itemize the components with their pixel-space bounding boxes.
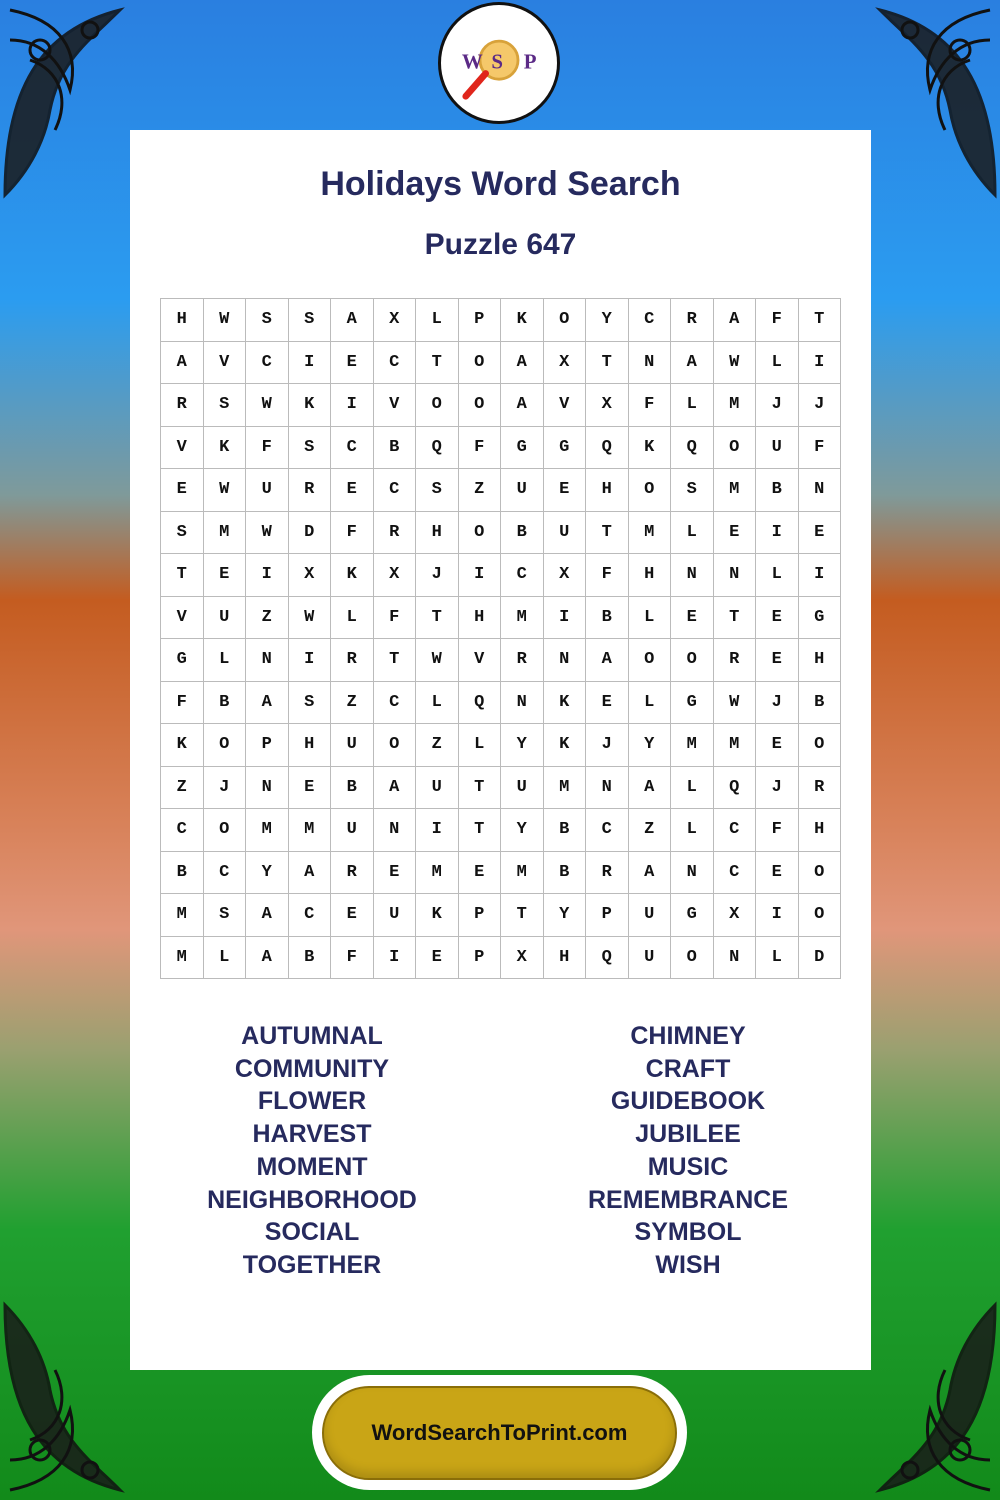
logo-letter-s: S — [491, 49, 504, 74]
grid-cell[interactable]: E — [586, 682, 629, 725]
wsp-logo[interactable] — [438, 2, 560, 124]
grid-cell[interactable]: G — [799, 597, 842, 640]
grid-cell[interactable]: P — [459, 299, 502, 342]
grid-cell[interactable]: S — [161, 512, 204, 555]
grid-cell[interactable]: E — [756, 597, 799, 640]
grid-cell[interactable]: Y — [629, 724, 672, 767]
grid-cell[interactable]: M — [544, 767, 587, 810]
grid-cell[interactable]: I — [799, 554, 842, 597]
grid-cell[interactable]: W — [289, 597, 332, 640]
grid-cell[interactable]: A — [246, 937, 289, 980]
grid-cell[interactable]: E — [756, 724, 799, 767]
grid-cell[interactable]: E — [331, 894, 374, 937]
grid-cell[interactable]: L — [416, 299, 459, 342]
grid-cell[interactable]: R — [501, 639, 544, 682]
puzzle-number: Puzzle 647 — [424, 228, 577, 261]
grid-cell[interactable]: J — [756, 682, 799, 725]
grid-cell[interactable]: C — [629, 299, 672, 342]
grid-cell[interactable]: F — [161, 682, 204, 725]
grid-cell[interactable]: B — [501, 512, 544, 555]
grid-cell[interactable]: X — [374, 299, 417, 342]
grid-cell[interactable]: U — [331, 724, 374, 767]
grid-cell[interactable]: O — [714, 427, 757, 470]
grid-cell[interactable]: X — [544, 554, 587, 597]
grid-cell[interactable]: E — [671, 597, 714, 640]
grid-cell[interactable]: Z — [331, 682, 374, 725]
grid-cell[interactable]: L — [671, 809, 714, 852]
grid-cell[interactable]: G — [671, 682, 714, 725]
grid-cell[interactable]: A — [714, 299, 757, 342]
grid-cell[interactable]: W — [246, 512, 289, 555]
word-list-item: COMMUNITY — [234, 1054, 390, 1083]
word-list-item: MUSIC — [647, 1152, 729, 1181]
grid-cell[interactable]: A — [671, 342, 714, 385]
grid-cell[interactable]: K — [544, 682, 587, 725]
grid-cell[interactable]: B — [289, 937, 332, 980]
grid-cell[interactable]: L — [459, 724, 502, 767]
grid-cell[interactable]: U — [544, 512, 587, 555]
grid-cell[interactable]: O — [629, 639, 672, 682]
grid-cell[interactable]: I — [459, 554, 502, 597]
grid-cell[interactable]: C — [331, 427, 374, 470]
word-list-item: GUIDEBOOK — [610, 1087, 766, 1116]
grid-cell[interactable]: F — [799, 427, 842, 470]
grid-cell[interactable]: Z — [459, 469, 502, 512]
grid-cell[interactable]: T — [799, 299, 842, 342]
grid-cell[interactable]: M — [161, 894, 204, 937]
grid-cell[interactable]: U — [501, 469, 544, 512]
grid-cell[interactable]: T — [586, 512, 629, 555]
grid-cell[interactable]: L — [331, 597, 374, 640]
grid-cell[interactable]: N — [246, 767, 289, 810]
grid-cell[interactable]: G — [501, 427, 544, 470]
grid-cell[interactable]: W — [204, 299, 247, 342]
grid-cell[interactable]: B — [544, 852, 587, 895]
grid-cell[interactable]: B — [331, 767, 374, 810]
grid-cell[interactable]: C — [714, 809, 757, 852]
grid-cell[interactable]: G — [671, 894, 714, 937]
grid-cell[interactable]: N — [246, 639, 289, 682]
grid-cell[interactable]: Q — [416, 427, 459, 470]
grid-cell[interactable]: Q — [586, 427, 629, 470]
grid-cell[interactable]: O — [459, 512, 502, 555]
grid-cell[interactable]: Z — [246, 597, 289, 640]
grid-cell[interactable]: D — [799, 937, 842, 980]
word-list-left — [162, 1020, 462, 1282]
grid-cell[interactable]: A — [246, 894, 289, 937]
grid-cell[interactable]: I — [756, 894, 799, 937]
word-list-item: SYMBOL — [634, 1218, 742, 1247]
grid-cell[interactable]: K — [501, 299, 544, 342]
grid-cell[interactable]: B — [799, 682, 842, 725]
grid-cell[interactable]: J — [416, 554, 459, 597]
grid-cell[interactable]: X — [374, 554, 417, 597]
grid-cell[interactable]: O — [459, 384, 502, 427]
letter-grid — [160, 298, 841, 979]
grid-cell[interactable]: O — [799, 724, 842, 767]
grid-cell[interactable]: O — [374, 724, 417, 767]
grid-cell[interactable]: S — [204, 894, 247, 937]
grid-cell[interactable]: N — [544, 639, 587, 682]
logo-letter-w: W — [461, 49, 483, 74]
grid-cell[interactable]: R — [714, 639, 757, 682]
grid-cell[interactable]: M — [246, 809, 289, 852]
grid-cell[interactable]: U — [629, 894, 672, 937]
grid-cell[interactable]: I — [246, 554, 289, 597]
grid-cell[interactable]: S — [246, 299, 289, 342]
grid-cell[interactable]: K — [629, 427, 672, 470]
grid-cell[interactable]: C — [586, 809, 629, 852]
grid-cell[interactable]: G — [161, 639, 204, 682]
grid-cell[interactable]: E — [799, 512, 842, 555]
grid-cell[interactable]: K — [204, 427, 247, 470]
grid-cell[interactable]: O — [671, 639, 714, 682]
grid-cell[interactable]: F — [374, 597, 417, 640]
grid-cell[interactable]: M — [714, 384, 757, 427]
grid-cell[interactable]: L — [204, 639, 247, 682]
grid-cell[interactable]: J — [586, 724, 629, 767]
grid-cell[interactable]: K — [331, 554, 374, 597]
grid-cell[interactable]: R — [799, 767, 842, 810]
grid-cell[interactable]: O — [671, 937, 714, 980]
grid-cell[interactable]: A — [289, 852, 332, 895]
grid-cell[interactable]: S — [289, 682, 332, 725]
grid-cell[interactable]: L — [629, 597, 672, 640]
grid-cell[interactable]: S — [416, 469, 459, 512]
page-title: Holidays Word Search — [320, 165, 681, 203]
grid-cell[interactable]: A — [629, 852, 672, 895]
grid-cell[interactable]: H — [289, 724, 332, 767]
grid-cell[interactable]: V — [161, 597, 204, 640]
grid-cell[interactable]: V — [374, 384, 417, 427]
word-list-item: CRAFT — [645, 1054, 731, 1083]
grid-cell[interactable]: M — [204, 512, 247, 555]
grid-cell[interactable]: K — [544, 724, 587, 767]
grid-cell[interactable]: L — [671, 384, 714, 427]
grid-cell[interactable]: U — [416, 767, 459, 810]
grid-cell[interactable]: Y — [246, 852, 289, 895]
grid-cell[interactable]: A — [374, 767, 417, 810]
grid-cell[interactable]: C — [714, 852, 757, 895]
grid-cell[interactable]: X — [544, 342, 587, 385]
grid-cell[interactable]: M — [416, 852, 459, 895]
word-list-item: AUTUMNAL — [241, 1022, 383, 1050]
grid-cell[interactable]: H — [799, 639, 842, 682]
grid-cell[interactable]: Y — [544, 894, 587, 937]
grid-cell[interactable]: P — [459, 937, 502, 980]
grid-cell[interactable]: U — [374, 894, 417, 937]
grid-cell[interactable]: V — [204, 342, 247, 385]
grid-cell[interactable]: I — [756, 512, 799, 555]
grid-cell[interactable]: M — [714, 469, 757, 512]
grid-cell[interactable]: M — [501, 597, 544, 640]
grid-cell[interactable]: J — [204, 767, 247, 810]
grid-cell[interactable]: X — [586, 384, 629, 427]
grid-cell[interactable]: U — [756, 427, 799, 470]
grid-cell[interactable]: F — [756, 299, 799, 342]
grid-cell[interactable]: A — [629, 767, 672, 810]
grid-cell[interactable]: Q — [586, 937, 629, 980]
grid-cell[interactable]: W — [246, 384, 289, 427]
grid-cell[interactable]: O — [799, 852, 842, 895]
grid-cell[interactable]: T — [714, 597, 757, 640]
grid-cell[interactable]: C — [204, 852, 247, 895]
grid-cell[interactable]: U — [331, 809, 374, 852]
grid-cell[interactable]: R — [586, 852, 629, 895]
word-list-item: HARVEST — [252, 1120, 372, 1149]
grid-cell[interactable]: E — [161, 469, 204, 512]
grid-cell[interactable]: O — [459, 342, 502, 385]
grid-cell[interactable]: W — [416, 639, 459, 682]
grid-cell[interactable]: N — [501, 682, 544, 725]
grid-cell[interactable]: J — [756, 767, 799, 810]
grid-cell[interactable]: R — [331, 852, 374, 895]
grid-cell[interactable]: H — [459, 597, 502, 640]
grid-cell[interactable]: I — [544, 597, 587, 640]
grid-cell[interactable]: I — [331, 384, 374, 427]
word-list-item: TOGETHER — [242, 1250, 382, 1279]
grid-cell[interactable]: J — [756, 384, 799, 427]
grid-cell[interactable]: S — [289, 427, 332, 470]
grid-cell[interactable]: I — [416, 809, 459, 852]
grid-cell[interactable]: P — [459, 894, 502, 937]
grid-cell[interactable]: K — [289, 384, 332, 427]
grid-cell[interactable]: N — [671, 852, 714, 895]
grid-cell[interactable]: C — [374, 342, 417, 385]
grid-cell[interactable]: V — [161, 427, 204, 470]
grid-cell[interactable]: X — [289, 554, 332, 597]
grid-cell[interactable]: A — [501, 384, 544, 427]
grid-cell[interactable]: F — [246, 427, 289, 470]
grid-cell[interactable]: L — [204, 937, 247, 980]
grid-cell[interactable]: Q — [459, 682, 502, 725]
grid-cell[interactable]: I — [289, 342, 332, 385]
grid-cell[interactable]: E — [374, 852, 417, 895]
grid-cell[interactable]: W — [714, 342, 757, 385]
grid-cell[interactable]: C — [289, 894, 332, 937]
grid-cell[interactable]: M — [714, 724, 757, 767]
grid-cell[interactable]: L — [671, 767, 714, 810]
grid-cell[interactable]: N — [714, 937, 757, 980]
grid-cell[interactable]: O — [629, 469, 672, 512]
grid-cell[interactable]: D — [289, 512, 332, 555]
grid-cell[interactable]: T — [161, 554, 204, 597]
grid-cell[interactable]: E — [544, 469, 587, 512]
grid-cell[interactable]: R — [289, 469, 332, 512]
grid-cell[interactable]: E — [756, 852, 799, 895]
grid-cell[interactable]: N — [586, 767, 629, 810]
grid-cell[interactable]: B — [204, 682, 247, 725]
grid-cell[interactable]: T — [374, 639, 417, 682]
word-list-right — [538, 1020, 838, 1282]
grid-cell[interactable]: P — [586, 894, 629, 937]
grid-cell[interactable]: K — [416, 894, 459, 937]
grid-cell[interactable]: S — [289, 299, 332, 342]
grid-cell[interactable]: T — [416, 342, 459, 385]
logo-letter-p: P — [523, 49, 537, 74]
grid-cell[interactable]: S — [204, 384, 247, 427]
grid-cell[interactable]: Z — [161, 767, 204, 810]
grid-cell[interactable]: B — [756, 469, 799, 512]
grid-cell[interactable]: W — [204, 469, 247, 512]
grid-cell[interactable]: U — [629, 937, 672, 980]
grid-cell[interactable]: F — [586, 554, 629, 597]
grid-cell[interactable]: S — [671, 469, 714, 512]
word-list-item: WISH — [655, 1250, 721, 1279]
grid-cell[interactable]: O — [416, 384, 459, 427]
grid-cell[interactable]: I — [289, 639, 332, 682]
grid-cell[interactable]: V — [544, 384, 587, 427]
grid-cell[interactable]: N — [671, 554, 714, 597]
grid-cell[interactable]: E — [756, 639, 799, 682]
grid-cell[interactable]: A — [331, 299, 374, 342]
grid-cell[interactable]: R — [671, 299, 714, 342]
grid-cell[interactable]: Y — [501, 724, 544, 767]
grid-cell[interactable]: O — [799, 894, 842, 937]
grid-cell[interactable]: T — [416, 597, 459, 640]
grid-cell[interactable]: V — [459, 639, 502, 682]
word-list-item: NEIGHBORHOOD — [207, 1185, 417, 1214]
grid-cell[interactable]: E — [416, 937, 459, 980]
grid-cell[interactable]: E — [714, 512, 757, 555]
grid-cell[interactable]: R — [374, 512, 417, 555]
grid-cell[interactable]: E — [331, 342, 374, 385]
grid-cell[interactable]: X — [714, 894, 757, 937]
grid-cell[interactable]: W — [714, 682, 757, 725]
grid-cell[interactable]: L — [671, 512, 714, 555]
footer-site-link[interactable]: WordSearchToPrint.com — [322, 1386, 677, 1480]
grid-cell[interactable]: B — [544, 809, 587, 852]
grid-cell[interactable]: C — [374, 682, 417, 725]
grid-cell[interactable]: Y — [586, 299, 629, 342]
grid-cell[interactable]: G — [544, 427, 587, 470]
magnifier-icon — [466, 73, 486, 96]
grid-cell[interactable]: Z — [416, 724, 459, 767]
word-list-item: FLOWER — [257, 1087, 367, 1116]
grid-cell[interactable]: T — [586, 342, 629, 385]
grid-cell[interactable]: E — [331, 469, 374, 512]
grid-cell[interactable]: T — [459, 767, 502, 810]
word-list-item: SOCIAL — [264, 1218, 360, 1247]
grid-cell[interactable]: T — [459, 809, 502, 852]
grid-cell[interactable]: A — [161, 342, 204, 385]
grid-cell[interactable]: L — [756, 554, 799, 597]
grid-cell[interactable]: B — [586, 597, 629, 640]
grid-cell[interactable]: R — [161, 384, 204, 427]
grid-cell[interactable]: I — [799, 342, 842, 385]
grid-cell[interactable]: L — [416, 682, 459, 725]
grid-cell[interactable]: M — [629, 512, 672, 555]
grid-cell[interactable]: Q — [714, 767, 757, 810]
grid-cell[interactable]: H — [544, 937, 587, 980]
grid-cell[interactable]: F — [331, 512, 374, 555]
grid-cell[interactable]: Y — [501, 809, 544, 852]
grid-cell[interactable]: U — [501, 767, 544, 810]
grid-cell[interactable]: F — [756, 809, 799, 852]
grid-cell[interactable]: L — [629, 682, 672, 725]
grid-cell[interactable]: J — [799, 384, 842, 427]
grid-cell[interactable]: Q — [671, 427, 714, 470]
grid-cell[interactable]: B — [161, 852, 204, 895]
grid-cell[interactable]: C — [246, 342, 289, 385]
grid-cell[interactable]: K — [161, 724, 204, 767]
grid-cell[interactable]: M — [671, 724, 714, 767]
grid-cell[interactable]: H — [416, 512, 459, 555]
grid-cell[interactable]: B — [374, 427, 417, 470]
grid-cell[interactable]: U — [204, 597, 247, 640]
grid-cell[interactable]: P — [246, 724, 289, 767]
grid-cell[interactable]: H — [161, 299, 204, 342]
grid-cell[interactable]: E — [459, 852, 502, 895]
grid-cell[interactable]: R — [331, 639, 374, 682]
grid-cell[interactable]: H — [586, 469, 629, 512]
grid-cell[interactable]: N — [799, 469, 842, 512]
grid-cell[interactable]: O — [544, 299, 587, 342]
grid-cell[interactable]: E — [289, 767, 332, 810]
grid-cell[interactable]: F — [331, 937, 374, 980]
grid-cell[interactable]: N — [629, 342, 672, 385]
grid-cell[interactable]: F — [629, 384, 672, 427]
grid-cell[interactable]: T — [501, 894, 544, 937]
word-list-item: MOMENT — [256, 1152, 368, 1181]
grid-cell[interactable]: E — [204, 554, 247, 597]
grid-cell[interactable]: O — [204, 809, 247, 852]
grid-cell[interactable]: I — [374, 937, 417, 980]
word-list-item: REMEMBRANCE — [588, 1185, 788, 1214]
grid-cell[interactable]: U — [246, 469, 289, 512]
grid-cell[interactable]: A — [246, 682, 289, 725]
grid-cell[interactable]: H — [799, 809, 842, 852]
grid-cell[interactable]: L — [756, 342, 799, 385]
grid-cell[interactable]: N — [714, 554, 757, 597]
grid-cell[interactable]: M — [501, 852, 544, 895]
grid-cell[interactable]: M — [161, 937, 204, 980]
grid-cell[interactable]: M — [289, 809, 332, 852]
grid-cell[interactable]: A — [501, 342, 544, 385]
grid-cell[interactable]: O — [204, 724, 247, 767]
grid-cell[interactable]: C — [374, 469, 417, 512]
grid-cell[interactable]: Z — [629, 809, 672, 852]
grid-cell[interactable]: F — [459, 427, 502, 470]
grid-cell[interactable]: H — [629, 554, 672, 597]
grid-cell[interactable]: A — [586, 639, 629, 682]
word-list-item: CHIMNEY — [630, 1022, 746, 1050]
grid-cell[interactable]: N — [374, 809, 417, 852]
grid-cell[interactable]: C — [161, 809, 204, 852]
word-list-item: JUBILEE — [635, 1120, 741, 1149]
grid-cell[interactable]: C — [501, 554, 544, 597]
grid-cell[interactable]: X — [501, 937, 544, 980]
grid-cell[interactable]: L — [756, 937, 799, 980]
